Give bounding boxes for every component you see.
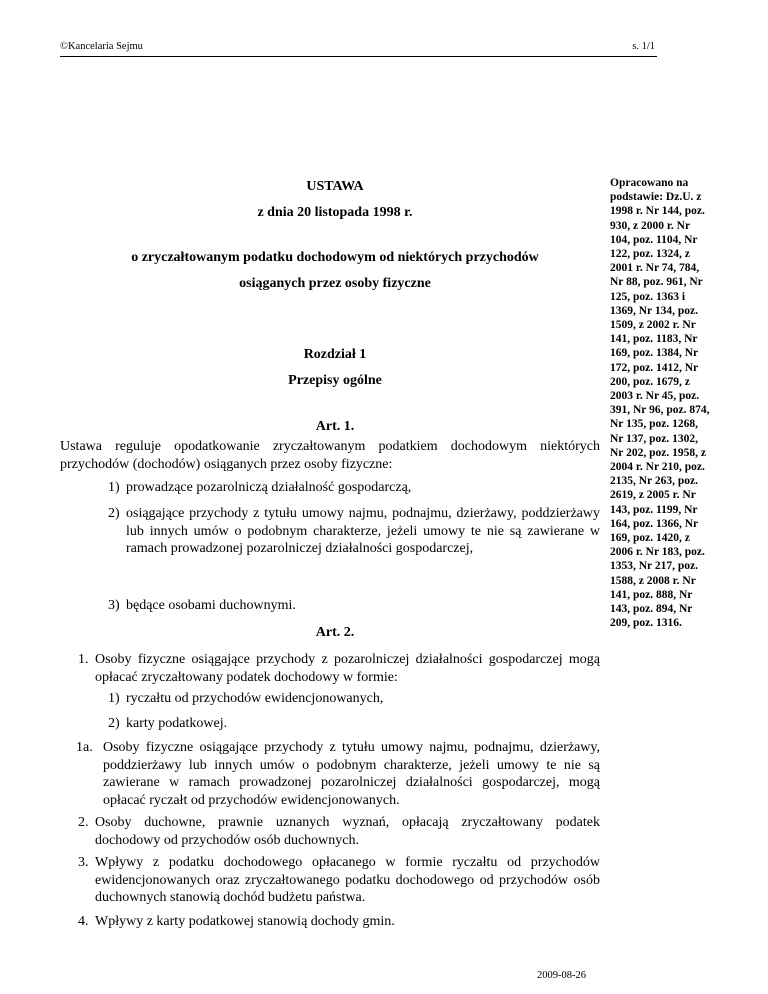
art1-item-2 [108, 505, 600, 558]
para-number: 1. [78, 652, 89, 667]
item-text: prowadzące pozarolniczą działalność gospodarczą, [126, 480, 412, 495]
header-divider [60, 56, 657, 57]
art2-para-1-item-1 [108, 690, 600, 708]
act-title: USTAWA [306, 179, 364, 194]
item-number: 1) [108, 480, 120, 495]
para-text: Wpływy z karty podatkowej stanowią dochody gmin. [95, 914, 395, 929]
chapter-number: Rozdział 1 [303, 347, 367, 362]
art1-item-1 [108, 479, 600, 497]
item-number: 1) [108, 691, 120, 706]
para-text: Osoby duchowne, prawnie uznanych wyznań, opłacają zryczałtowany podatek dochodowy od przychodów osób duchownych. [95, 815, 600, 848]
item-text: ryczałtu od przychodów ewidencjonowanych, [126, 691, 384, 706]
art1-intro: Ustawa reguluje opodatkowanie zryczałtowanym podatkiem dochodowym niektórych przychodów (dochodów) osiąganych przez osoby fizyczne: [60, 439, 600, 472]
header-publisher: ©Kancelaria Sejmu [60, 41, 143, 52]
art2-para-4 [78, 913, 600, 931]
para-number: 1a. [76, 740, 93, 755]
footer-date: 2009-08-26 [537, 970, 586, 981]
chapter-name: Przepisy ogólne [288, 373, 382, 388]
art2-para-1a [76, 739, 600, 809]
act-subject-line1: o zryczałtowanym podatku dochodowym od niektórych przychodów [131, 250, 539, 265]
sidenote-sources: Opracowano na podstawie: Dz.U. z 1998 r. Nr 144, poz. 930, z 2000 r. Nr 104, poz. 1104, Nr 122, poz. 1324, z 2001 r. Nr 74, 784, Nr 88, poz. 961, Nr 125, poz. 1363 i 1369, Nr 134, poz. 1509, z 2002 r. Nr 141, poz. 1183, Nr 169, poz. 1384, Nr 172, poz. 1412, Nr 200, poz. 1679, z 2003 r. Nr 45, poz. 391, Nr 96, poz. 874, Nr 135, poz. 1268, Nr 137, poz. 1302, Nr 202, poz. 1958, z 2004 r. Nr 210, poz. 2135, Nr 263, poz. 2619, z 2005 r. Nr 143, poz. 1199, Nr 164, poz. 1366, Nr 169, poz. 1420, z 2006 r. Nr 183, poz. 1353, Nr 217, poz. 1588, z 2008 r. Nr 141, poz. 888, Nr 143, poz. 894, Nr 209, poz. 1316. [610, 177, 710, 630]
para-number: 4. [78, 914, 89, 929]
art2-para-3 [78, 854, 600, 907]
item-text: będące osobami duchownymi. [126, 598, 296, 613]
header-page-number: s. 1/1 [632, 41, 655, 52]
para-text: Osoby fizyczne osiągające przychody z pozarolniczej działalności gospodarczej mogą opłacać zryczałtowany podatek dochodowy w formie: [95, 652, 600, 685]
act-subject-line2: osiąganych przez osoby fizyczne [239, 276, 431, 291]
item-text: osiągające przychody z tytułu umowy najmu, podnajmu, dzierżawy, poddzierżawy lub innych umów o podobnym charakterze, jeżeli umowy te nie są zawierane w ramach prowadzonej pozarolniczej działalności gospodarczej, [126, 506, 600, 556]
para-number: 3. [78, 855, 89, 870]
item-text: karty podatkowej. [126, 716, 228, 731]
item-number: 2) [108, 506, 120, 521]
art2-heading: Art. 2. [315, 625, 355, 640]
art2-para-2 [78, 814, 600, 849]
art2-para-1-item-2 [108, 715, 600, 733]
para-text: Osoby fizyczne osiągające przychody z tytułu umowy najmu, podnajmu, dzierżawy, poddzierżawy lub innych umów o podobnym charakterze, jeżeli umowy te nie są zawierane w ramach prowadzonej pozarolniczej działalności gospodarczej, mogą opłacać ryczałt od przychodów ewidencjonowanych. [103, 740, 600, 808]
art1-heading: Art. 1. [315, 419, 355, 434]
act-date: z dnia 20 listopada 1998 r. [257, 205, 413, 220]
para-number: 2. [78, 815, 89, 830]
art2-para-1 [78, 651, 600, 686]
para-text: Wpływy z podatku dochodowego opłacanego w formie ryczałtu od przychodów ewidencjonowanych oraz zryczałtowanego podatku dochodowego od przychodów osób duchownych stanowią dochód budżetu państwa. [95, 855, 600, 905]
art1-item-3 [108, 597, 600, 615]
item-number: 3) [108, 598, 120, 613]
item-number: 2) [108, 716, 120, 731]
